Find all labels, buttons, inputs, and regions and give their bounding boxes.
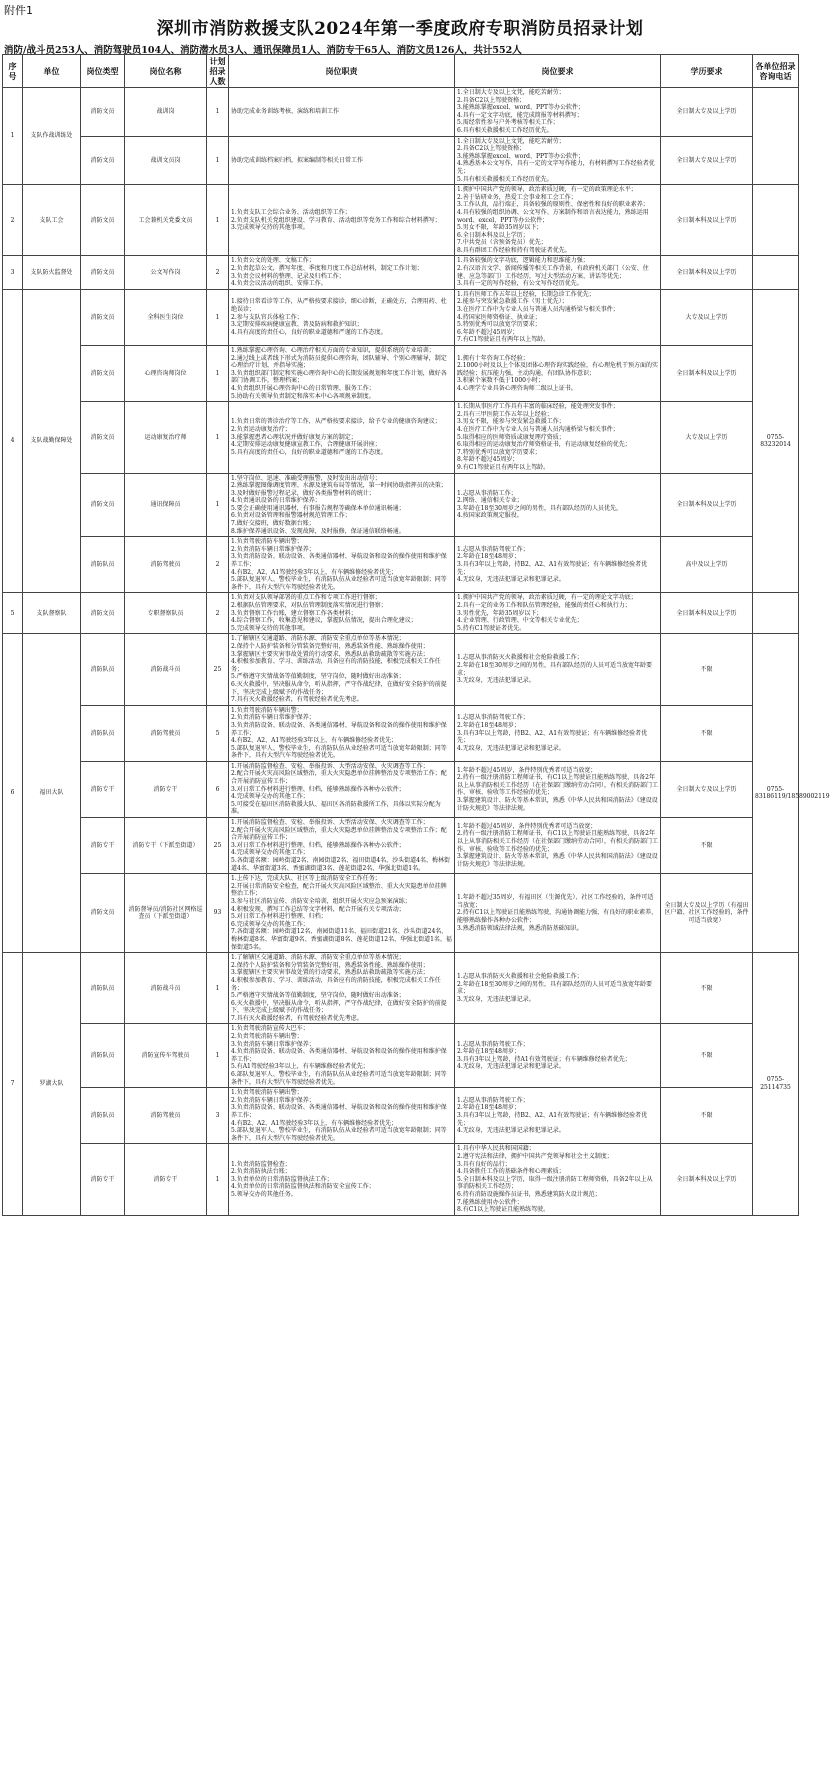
row-position-name: 消防专干 [125,761,207,817]
row-duty: 1.接待日常看诊等工作，从严格按要求接诊，细心诊断，正确处方，合理用药、杜绝误诊； 2.参与支队官兵体检工作； 3.定期安排疾病健康宣教、普及防病和救护知识； 4.具有高度的责任心，良好的职业道德和严谨的工作态度。 [229,289,455,345]
row-education: 大专及以上学历 [661,289,753,345]
row-duty: 1.负责驾驶消防车辆出警； 2.负责消防车辆日常维护保养； 3.负责消防设备、联动设备、各类通信器材、导航设备和设备的操作使用和维护保养工作； 4.有B2、A2、A1驾驶经验3年以上，有车辆维修经验者优先； 5.部队复退军人、警校毕业生，有消防队伍从业经验者可适当放宽年龄限制；同等条件下，具有大型汽车驾驶经验者优先。 [229,537,455,593]
row-education: 全日制本科及以上学历 [661,1144,753,1215]
row-number: 4 [3,289,23,593]
page-title: 深圳市消防救援支队2024年第一季度政府专职消防员招录计划 [156,19,644,39]
row-education: 高中及以上学历 [661,537,753,593]
row-education: 全日制大专及以上学历 [661,136,753,185]
row-position-type: 消防队员 [81,953,125,1024]
table-row [3,1144,799,1215]
table-row [3,473,799,537]
row-requirement: 1.志愿从事消防驾驶工作； 2.年龄在18至48周岁； 3.具有3年以上驾龄，持B2、A2、A1有效驾驶证；有车辆维修经验者优先； 4.无纹身，无违法犯罪记录和犯罪记录。 [455,705,661,761]
table-row [3,953,799,1024]
row-education: 全日制本科及以上学历 [661,256,753,289]
table-row [3,1024,799,1088]
row-count: 25 [207,818,229,874]
header-no: 序号 [3,55,23,88]
row-count: 1 [207,88,229,137]
row-position-type: 消防队员 [81,1024,125,1088]
row-count: 93 [207,874,229,953]
row-unit: 福田大队 [23,634,81,953]
row-count: 1 [207,289,229,345]
table-row [3,874,799,953]
row-position-type: 消防队员 [81,1088,125,1144]
row-requirement: 1.志愿从事消防驾驶工作； 2.年龄在18至48周岁； 3.具有3年以上驾龄，持A1有效驾驶证；有车辆维修经验者优先； 4.无纹身，无违法犯罪记录和犯罪记录。 [455,1024,661,1088]
row-position-type: 消防文员 [81,289,125,345]
row-education: 大专及以上学历 [661,402,753,473]
row-unit: 支队作战训练处 [23,88,81,185]
row-education: 全日制本科及以上学历 [661,346,753,402]
row-count: 2 [207,593,229,634]
row-position-type: 消防文员 [81,593,125,634]
row-requirement: 1.拥护中国共产党的领导，政治素质过硬，有一定的理论文字功底； 2.具有一定的业务工作和队伍管理经验，能强的责任心和执行力； 3.男性优先，年龄35周岁以下； 4.企业管理、行政管理、中文等相关专业优先； 5.持有C1驾驶证者优先。 [455,593,661,634]
row-position-type: 消防文员 [81,402,125,473]
row-duty: 1.开展消防监督检查、安检、举报投诉、大型活动安保、火灾调查等工作； 2.配合开展火灾高风险区域整治，重大火灾隐患单位挂牌整治及专项整治工作；配合开展消防宣传工作； 3.对日常工作材料进行整理、归档，能够熟练操作各种办公软件； 4.完成领导交办的其他工作； 5.各街道名额：园岭街道2名、南园街道2名、福田街道4名、沙头街道4名、梅林街道4名、华富街道3名、香蜜湖街道3名、莲花街道2名、华强北街道1名。 [229,818,455,874]
row-position-name: 工会兼机关党委文员 [125,185,207,256]
table-row [3,402,799,473]
row-position-type: 消防文员 [81,185,125,256]
row-duty: 1.熟练掌握心理咨询、心理治疗相关方面的专业知识，提供系统的专业培训； 2.通过线上或者线下形式为消防员提供心理咨询，团队辅导、个别心理辅导，制定心理治疗计划，并指导实施； 3.负责组织部门制定和实施心理咨询中心的长期发展规划和年度工作计划，做好各部门协调工作，整理档案； 4.负责组织开展心理咨询中心的日常管理、服务工作； 5.协助有关领导负责制定和落实本中心各项规章制度。 [229,346,455,402]
table-row [3,634,799,705]
row-requirement: 1.拥有十年咨询工作经验； 2.1000小时及以上个体及团体心理咨询实践经验，有心理危机干预方面的实践经验；抗压能力强，主动沟通，有团队协作意识； 3.积累个案数不低于1000小时； 4.心理学专业具备心理咨询师二级以上证书。 [455,346,661,402]
row-position-name: 心理咨询师岗位 [125,346,207,402]
row-position-type: 消防文员 [81,473,125,537]
row-requirement: 1.志愿从事消防工作； 2.网络、通信相关专业； 3.年龄在18至30周岁之间的男性，具有部队经历的人员优先， 4.按国家政策规定服役。 [455,473,661,537]
row-position-name: 战训岗 [125,88,207,137]
row-duty: 1.负责驾驶消防宣传大巴车； 2.负责驾驶消防车辆出警； 3.负责消防车辆日常维护保养； 4.负责消防设备、联动设备、各类通信器材、导航设备和设备的操作使用和维护保养工作； 5.有A1驾驶经验3年以上，有车辆维修经验者优先； 6.部队复退军人、警校毕业生，有消防队伍从业经验者可适当放宽年龄限制；同等条件下，具有大型汽车驾驶经验者优先。 [229,1024,455,1088]
table-row [3,346,799,402]
row-requirement: 1.具备较强的文字功底，逻辑能力和思维能力强； 2.有汉语言文学、新闻传播等相关工作背景，有政府机关部门（公安、住建、应急等部门）工作经历，写过大型活动方案、讲话等优先； 3.具有一定的写作经验，有公文写作经历优先。 [455,256,661,289]
row-number: 7 [3,953,23,1216]
row-phone [753,593,799,634]
row-phone [753,88,799,185]
row-requirement: 1.年龄不超过45周岁，条件特别优秀者可适当放宽； 2.持有一级注册消防工程师证书，有C1以上驾驶证且能熟练驾驶，具备2年以上从事消防相关工作经历（在社保部门缴纳劳动合同），有相关消防部门工作、审核、验收等工作经验的优先； 3.掌握建筑设计、防火等基本常识，熟悉《中华人民共和国消防法》《建设设计防火规范》等法律法规。 [455,818,661,874]
row-education: 全日制本科及以上学历 [661,473,753,537]
row-education: 全日制本科及以上学历 [661,185,753,256]
row-count: 1 [207,1144,229,1215]
row-unit: 支队督察队 [23,593,81,634]
row-requirement: 1.年龄不超过45周岁，条件特别优秀者可适当放宽； 2.持有一级注册消防工程师证书，有C1以上驾驶证且能熟练驾驶，具备2年以上从事消防相关工作经历（在社保部门缴纳劳动合同），有相关消防部门工作、审核、验收等工作经验的优先； 3.掌握建筑设计、防火等基本常识，熟悉《中华人民共和国消防法》《建设设计防火规范》等法律法规。 [455,761,661,817]
row-phone [753,185,799,256]
row-unit: 支队工会 [23,185,81,256]
header-unit: 单位 [23,55,81,88]
row-number: 3 [3,256,23,289]
row-position-type: 消防专干 [81,761,125,817]
header-requirement: 岗位要求 [455,55,661,88]
row-count: 6 [207,761,229,817]
row-count: 3 [207,1088,229,1144]
table-row [3,1088,799,1144]
row-requirement: 1.志愿从事消防驾驶工作； 2.年龄在18至48周岁； 3.具有3年以上驾龄，持B2、A2、A1有效驾驶证；有车辆维修经验者优先； 4.无纹身，无违法犯罪记录和犯罪记录。 [455,537,661,593]
row-count: 1 [207,185,229,256]
row-duty: 协助完成业务训练考核、演练和培训工作 [229,88,455,137]
row-duty: 1.负责支队工会综合业务、活动组织等工作； 2.负责支队机关党组织建设、学习教育、活动组织等党务工作和综合材料撰写； 3.完成领导交待的其他事项。 [229,185,455,256]
row-number: 5 [3,593,23,634]
row-duty: 1.负责消防监督检查； 2.负责消防执法台账； 3.负责单位的日常消防监督执法工作； 4.负责单位的日常消防监督执法和消防安全宣传工作； 5.领导交办的其他任务。 [229,1144,455,1215]
table-row [3,593,799,634]
row-position-name: 运动康复治疗师 [125,402,207,473]
row-count: 1 [207,473,229,537]
row-phone: 0755-83232014 [753,289,799,593]
row-education: 不限 [661,1024,753,1088]
row-count: 2 [207,537,229,593]
row-requirement: 1.年龄不超过35周岁，有福田区（生源优先）、社区工作经验的，条件可适当放宽； 2.持有C1以上驾驶证且能熟练驾驶，沟通协调能力强，有良好的职业素养，能够熟练操作各种办公软件； 3.熟悉消防领域法律法规，熟悉消防基础知识。 [455,874,661,953]
row-position-name: 通讯保障员 [125,473,207,537]
table-header-row [3,55,799,88]
row-position-type: 消防专干 [81,818,125,874]
row-duty: 1.上传下达，完成大队、社区等上级消防安全工作任务； 2.开展日常消防安全检查，配合开展火灾高风险区域整治、重大火灾隐患单位挂牌整治工作； 3.参与社区消防宣传、消防安全培训，组织开展火灾应急预案演练； 4.积极发现、撰写工作总结等文字材料，配合开展有关专项活动； 5.对日常工作材料进行整理、归档； 6.完成领导交办的其他工作； 7.各街道名额：园岭街道12名、南园街道11名、福田街道21名、沙头街道24名、梅林街道8名、华富街道9名、香蜜湖街道8名、莲花街道12名、华强北街道1名、福保街道5名。 [229,874,455,953]
row-count: 1 [207,346,229,402]
row-number: 6 [3,634,23,953]
row-unit: 支队防火监督处 [23,256,81,289]
row-duty: 1.坚守岗位、迅速、准确受理报警，及时发出出动信号； 2.熟练掌握图像调度管理、水源及建筑布局等情况，第一时间协助指挥员的决策； 3.及时做好报警过程记录，做好各类报警材料的统计； 4.负责通讯设备的日常维护保养； 5.要会正确使用通讯器材，有事报告规程等确保本单位通讯畅通； 6.负责对设备管理和报警器材规范管理工作； 7.做好交接班，做好数据台账； 8.维护保养通讯设备、发现故障，及时报修，保证通信联络畅通。 [229,473,455,537]
row-position-name: 消防驾驶员 [125,1088,207,1144]
header-duty: 岗位职责 [229,55,455,88]
row-duty: 1.负责对支队领导部署的重点工作和专项工作进行督察； 2.根据队伍管理要求，对队伍管理制度落实情况进行督察； 3.负责督察工作台账，建立督察工作各类材料； 4.综合督察工作，收集意见和建议，掌握队伍情况，提出合理化建议； 5.完成领导交待的其他事项。 [229,593,455,634]
row-position-name: 消防督导员/消防社区网格巡查员（下派至街道） [125,874,207,953]
row-duty: 1.负责驾驶消防车辆出警； 2.负责消防车辆日常维护保养； 3.负责消防设备、联动设备、各类通信器材、导航设备和设备的操作使用和维护保养工作； 4.有B2、A2、A1驾驶经验3年以上，有车辆维修经验者优先； 5.部队复退军人、警校毕业生，有消防队伍从业经验者可适当放宽年龄限制；同等条件下，具有大型汽车驾驶经验者优先。 [229,1088,455,1144]
table-body [3,88,830,1216]
row-number: 1 [3,88,23,185]
row-position-name: 消防专干（下派至街道） [125,818,207,874]
row-position-name: 消防战斗员 [125,953,207,1024]
header-name: 岗位名称 [125,55,207,88]
table-row [3,537,799,593]
table-row [3,818,799,874]
row-requirement: 1.志愿从事消防驾驶工作； 2.年龄在18至48周岁； 3.具有3年以上驾龄，持B2、A2、A1有效驾驶证；有车辆维修经验者优先； 4.无纹身，无违法犯罪记录和犯罪记录。 [455,1088,661,1144]
row-position-type: 消防文员 [81,88,125,137]
row-requirement: 1.具有中华人民共和国国籍； 2.遵守宪法和法律，拥护中国共产党领导和社会主义制度； 3.具有良好的品行； 4.具备胜任工作的基础条件和心理素质； 5.全日制本科及以上学历，取得一级注册消防工程师资格，具备2年以上从事消防相关工作经历； 6.持有消防设施操作员证书，熟悉建筑防火设计规范； 7.能熟练使用办公软件； 8.有C1以上驾驶证且能熟练驾驶。 [455,1144,661,1215]
row-position-type: 消防专干 [81,1144,125,1215]
row-position-type: 消防文员 [81,874,125,953]
header-education: 学历要求 [661,55,753,88]
row-position-name: 消防驾驶员 [125,537,207,593]
row-count: 1 [207,136,229,185]
row-duty: 1.负责公文的处理、文稿工作； 2.负责起草公文，撰写年度、季度和月度工作总结材料，制定工作计划； 3.负责会议材料的整理、记录及归档工作； 4.负责会议活动的组织、安排工作。 [229,256,455,289]
row-requirement: 1.拥护中国共产党的领导，政治素质过硬，有一定的政策理论水平； 2.善于钻研业务，热爱工会事业和工会工作； 3.工作认真，品行端正，具备较强的原则性、保密性和良好的职业素养； 4.具有较强的组织协调、公文写作、方案制作和语言表达能力，熟练运用word、excel、PPT等办公软件； 5.男女不限，年龄35周岁以下； 6.全日制本科及以上学历； 7.中共党员（含预备党员）优先； 8.具有群团工作经验和持有驾驶证者优先。 [455,185,661,256]
row-duty: 1.负责驾驶消防车辆出警； 2.负责消防车辆日常维护保养； 3.负责消防设备、联动设备、各类通信器材、导航设备和设备的操作使用和维护保养工作； 4.有B2、A2、A1驾驶经验3年以上，有车辆维修经验者优先； 5.部队复退军人、警校毕业生，有消防队伍从业经验者可适当放宽年龄限制；同等条件下，具有大型汽车驾驶经验者优先。 [229,705,455,761]
header-type: 岗位类型 [81,55,125,88]
row-education: 不限 [661,705,753,761]
row-requirement: 1.志愿从事消防灭火救援和社会抢险救援工作； 2.年龄在18至30周岁之间的男性，具有部队经历的人员可适当放宽年龄要求； 3.无纹身，无违法犯罪记录。 [455,953,661,1024]
row-phone [753,256,799,289]
row-position-type: 消防文员 [81,256,125,289]
row-position-type: 消防文员 [81,136,125,185]
row-duty: 1.负责日常的普诊治疗等工作，从严格按要求接诊，给予专业的健康咨询建议； 2.负责运动康复治疗； 3.能掌握患者心理状况并做好康复方案的制定； 4.定期安排运动康复健康宣教工作，合理健康开展讲座； 5.具有高度的责任心，良好的职业道德和严谨的工作态度。 [229,402,455,473]
row-education: 全日制大专及以上学历 [661,88,753,137]
table-row [3,289,799,345]
recruitment-table [2,54,830,1216]
row-number: 2 [3,185,23,256]
row-position-name: 公文写作岗 [125,256,207,289]
row-count: 25 [207,634,229,705]
row-count: 1 [207,953,229,1024]
row-count: 5 [207,705,229,761]
row-position-type: 消防队员 [81,634,125,705]
row-requirement: 1.全日制大专及以上文凭，能吃苦耐劳； 2.具备C2以上驾驶资格； 3.能熟练掌握excel、word、PPT等办公软件； 4.熟悉基本公文写作，具有一定的文字写作能力，有材料撰写工作经验者优先； 5.具有相关救援相关工作经历优先。 [455,136,661,185]
row-position-type: 消防文员 [81,346,125,402]
table-row [3,705,799,761]
row-position-name: 战训文员岗 [125,136,207,185]
row-count: 1 [207,1024,229,1088]
row-position-type: 消防队员 [81,537,125,593]
row-duty: 1.开展消防监督检查、安检、举报投诉、大型活动安保、火灾调查等工作； 2.配合开展火灾高风险区域整治，重大火灾隐患单位挂牌整治及专项整治工作；配合开展消防宣传工作； 3.对日常工作材料进行整理、归档，能够熟练操作各种办公软件； 4.完成领导交办的其他工作； 5.可接受在福田区消防救援大队、福田区各消防救援所工作，具体以实际分配为准。 [229,761,455,817]
header-count: 计划招录人数 [207,55,229,88]
row-requirement: 1.具有医师工作五年以上经验，长期急诊工作优先； 2.能参与突发紧急救援工作（男士优先）； 3.在医疗工作中为专业人员与普通人员沟通桥梁与相关事件； 4.持国家医师资格证、执业证； 5.特别优秀可以放宽学历要求； 6.年龄不超过45周岁； 7.有C1驾驶证且有两年以上驾龄。 [455,289,661,345]
row-unit: 支队战勤保障处 [23,289,81,593]
row-position-name: 专职督察队员 [125,593,207,634]
row-count: 1 [207,402,229,473]
page-subtitle: 消防/战斗员253人、消防驾驶员104人、消防潜水员3人、通讯保障员1人、消防专干65人、消防文员126人，共计552人 [4,45,522,56]
table-row [3,136,799,185]
row-education: 不限 [661,1088,753,1144]
row-position-name: 消防驾驶员 [125,705,207,761]
row-education: 不限 [661,953,753,1024]
row-duty: 1.了解辖区交通道路、消防水源、消防安全重点单位等基本情况； 2.保持个人防护装备和分管装备完整好用，熟悉装备性能、熟练操作使用； 3.掌握辖区主要灾害事故处置的行动要求，熟悉队站救助疏散等实施方法； 4.积极参加教育、学习、训练活动，具备应有的消防技能，积极完成相关工作任务； 5.严格遵守灾情战备等值勤制度，坚守岗位，随时做好出动准备； 6.灭火救援中，坚决服从命令，听从指挥，严守作战纪律，在做好安全防护的前提下，坚决完成上级赋予的作战任务； 7.具有灭火救援经验者，有驾驶经验者优先考虑。 [229,634,455,705]
table-row [3,256,799,289]
row-position-name: 全科医生岗位 [125,289,207,345]
row-phone: 0755-83186119/18589002119 [753,634,799,953]
row-position-name: 消防战斗员 [125,634,207,705]
row-requirement: 1.全日制大专及以上文凭，能吃苦耐劳； 2.具备C2以上驾驶资格； 3.能熟练掌握excel、word、PPT等办公软件； 4.具有一定文字功底，能完成简报等材料撰写； 5.需经常性参与户外考核等相关工作； 6.具有相关救援相关工作经历优先。 [455,88,661,137]
table-row [3,88,799,137]
row-education: 全日制大专及以上学历 [661,761,753,817]
row-position-name: 消防专干 [125,1144,207,1215]
row-phone: 0755-25114735 [753,953,799,1216]
table-row [3,185,799,256]
row-position-type: 消防队员 [81,705,125,761]
row-duty: 协助完成训练档案归档，拟案编制等相关日常工作 [229,136,455,185]
row-requirement: 1.长期从事医疗工作具有丰富的临床经验，能处理突发事件； 2.具有三甲医院工作五年以上经验； 3.男女不限，能参与突发紧急救援工作； 4.在医疗工作中为专业人员与普通人员沟通桥梁与相关事件； 5.取得相应的医师资质或康复理疗资质； 6.取得相应的运动康复治疗师资格证书，有运动康复经验的优先； 7.特别优秀可以放宽学历要求； 8.年龄不超过45周岁； 9.有C1驾驶证且有两年以上驾龄。 [455,402,661,473]
row-unit: 罗湖大队 [23,953,81,1216]
row-education: 全日制大专及以上学历（有福田区户籍、社区工作经验的，条件可适当放宽） [661,874,753,953]
table-row [3,761,799,817]
row-requirement: 1.志愿从事消防灭火救援和社会抢险救援工作； 2.年龄在18至30周岁之间的男性，具有部队经历的人员可适当放宽年龄要求； 3.无纹身，无违法犯罪记录。 [455,634,661,705]
row-education: 不限 [661,634,753,705]
row-duty: 1.了解辖区交通道路、消防水源、消防安全重点单位等基本情况； 2.保持个人防护装备和分管装备完整好用，熟悉装备性能、熟练操作使用； 3.掌握辖区主要灾害事故处置的行动要求，熟悉队站救助疏散等实施方法； 4.积极参加教育、学习、训练活动，具备应有的消防技能，积极完成相关工作任务； 5.严格遵守灾情战备等值勤制度，坚守岗位，随时做好出动准备； 6.灭火救援中，坚决服从命令，听从指挥，严守作战纪律，在做好安全防护的前提下，坚决完成上级赋予的作战任务； 7.具有灭火救援经验者，有驾驶经验者优先考虑。 [229,953,455,1024]
attachment-label: 附件1 [4,4,33,17]
row-education: 不限 [661,818,753,874]
row-count: 2 [207,256,229,289]
header-phone: 各单位招录咨询电话 [753,55,799,88]
row-position-name: 消防宣传车驾驶员 [125,1024,207,1088]
row-education: 全日制本科及以上学历 [661,593,753,634]
